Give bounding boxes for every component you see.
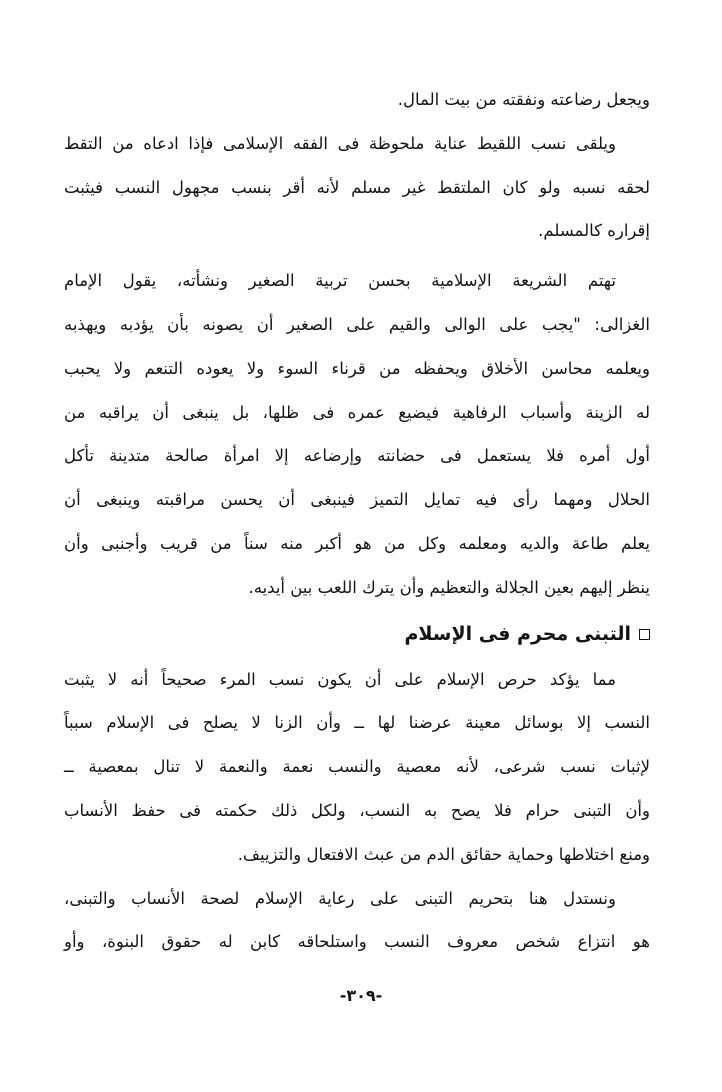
- section-heading: [64, 610, 650, 658]
- text-line: ونستدل هنا بتحريم التبنى على رعاية الإسلام لصحة الأنساب والتبنى،: [64, 888, 616, 908]
- text-line: النسب إلا بوسائل معينة عرضنا لها ــ وأن الزنا لا يصلح فى الإسلام سبباً: [64, 713, 650, 733]
- paragraph: [64, 122, 650, 253]
- text-line: الغزالى: "يجب على الوالى والقيم على الصغير أن يصونه بأن يؤدبه ويهذبه: [64, 314, 650, 334]
- text-line: لإثبات نسب شرعى، لأنه معصية والنسب نعمة والنعمة لا تنال بمعصية ــ: [64, 757, 650, 777]
- text-line: لحقه نسبه ولو كان الملتقط غير مسلم لأنه أقر بنسب مجهول النسب فيثبت: [64, 177, 650, 197]
- text-line: يعلم طاعة والديه ومعلمه وكل من هو أكبر منه سناً من قريب وأجنبى وأن: [64, 533, 650, 553]
- text-line: له الزينة وأسباب الرفاهية فيضيع عمره فى ظلها، بل ينبغى أن يراقبه من: [64, 402, 650, 422]
- document-page: [64, 78, 650, 964]
- paragraph: [64, 259, 650, 609]
- paragraph: [64, 78, 650, 122]
- square-bullet-icon: [639, 629, 650, 640]
- text-line: ويعلمه محاسن الأخلاق ويحفظه من قرناء السوء ولا يعوده التنعم ولا يحبب: [64, 358, 650, 378]
- text-line: إقراره كالمسلم.: [538, 221, 650, 241]
- text-line: الحلال ومهما رأى فيه تمايل التميز فينبغى أن يحسن مراقبته وينبغى أن: [64, 490, 650, 510]
- text-line: ويلقى نسب اللقيط عناية ملحوظة فى الفقه الإسلامى فإذا ادعاه من التقط: [64, 133, 616, 153]
- page-number: -٣٠٩-: [339, 986, 383, 1005]
- text-line: هو انتزاع شخص معروف النسب واستلحاقه كابن له حقوق البنوة، وأو: [64, 932, 650, 952]
- paragraph: [64, 658, 650, 877]
- text-line: ينظر إليهم بعين الجلالة والتعظيم وأن يترك اللعب بين أيديه.: [248, 577, 650, 597]
- section-heading-text: التبنى محرم فى الإسلام: [404, 622, 631, 645]
- text-line: أول أمره فلا يستعمل فى حضانته وإرضاعه إلا امرأة صالحة متدينة تأكل: [64, 446, 650, 466]
- text-line: ويجعل رضاعته ونفقته من بيت المال.: [397, 90, 650, 109]
- paragraph: [64, 877, 650, 965]
- text-line: وأن التبنى حرام فلا يصح به النسب، ولكل ذلك حكمته فى حفظ الأنساب: [64, 800, 650, 820]
- text-line: تهتم الشريعة الإسلامية بحسن تربية الصغير ونشأته، يقول الإمام: [64, 271, 616, 291]
- text-line: ومنع اختلاطها وحماية حقائق الدم من عبث الافتعال والتزييف.: [237, 844, 650, 864]
- text-line: مما يؤكد حرص الإسلام على أن يكون نسب المرء صحيحاً أنه لا يثبت: [64, 669, 616, 689]
